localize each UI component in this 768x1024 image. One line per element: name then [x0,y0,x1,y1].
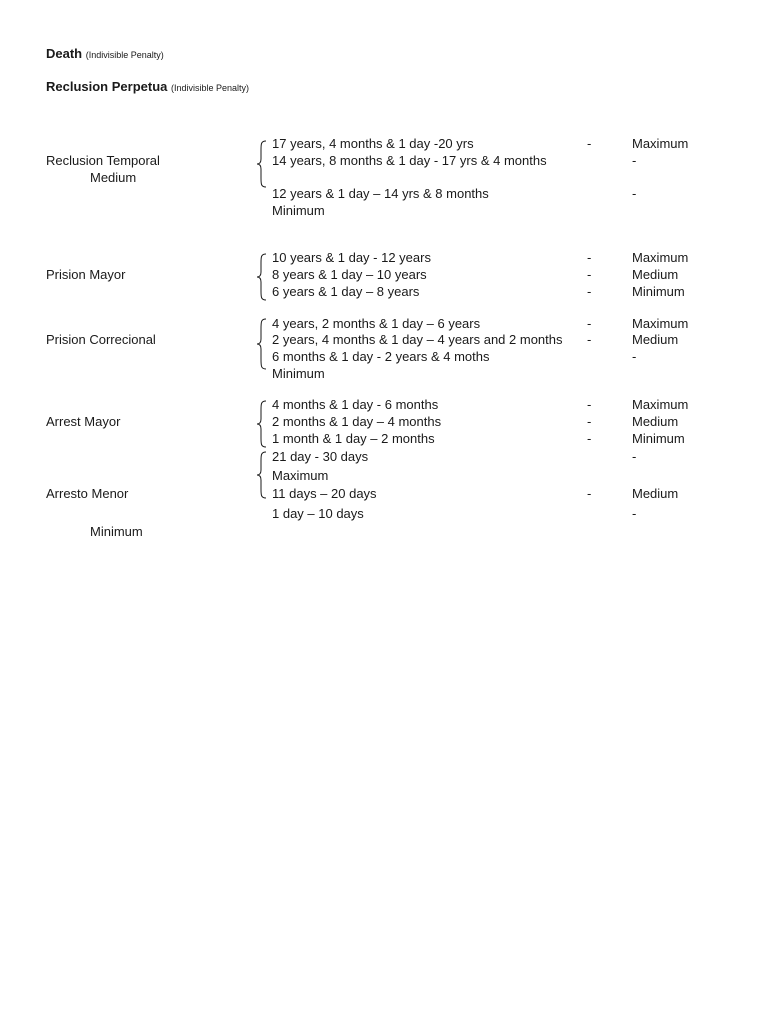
range-row: Maximum [272,468,329,483]
range-row: 1 month & 1 day – 2 months [272,431,435,446]
range-level: Medium [632,267,679,282]
range-row: 17 years, 4 months & 1 day -20 yrs [272,136,474,151]
range-level: Maximum [632,250,689,265]
range-row: 2 years, 4 months & 1 day – 4 years and 2 months [272,332,563,347]
heading-death: Death (Indivisible Penalty) [46,46,164,61]
range-dash: - [587,136,592,151]
range-level: Medium [632,486,679,501]
range-dash: - [587,431,592,446]
range-row: 10 years & 1 day - 12 years [272,250,431,265]
range-level: Maximum [632,136,689,151]
penalty-name: Arrest Mayor [46,414,121,429]
range-row: 4 years, 2 months & 1 day – 6 years [272,316,481,331]
range-level: - [632,349,637,364]
range-row: 12 years & 1 day – 14 yrs & 8 months [272,186,489,201]
range-row: 1 day – 10 days [272,506,364,521]
range-dash: - [587,414,592,429]
range-row: 8 years & 1 day – 10 years [272,267,427,282]
heading-note: (Indivisible Penalty) [171,83,250,93]
range-dash: - [587,486,592,501]
penalty-name: Prision Mayor [46,267,126,282]
penalty-extra-label: Medium [90,170,137,185]
brace-icon [256,318,268,370]
penalty-name: Arresto Menor [46,486,129,501]
range-dash: - [587,284,592,299]
range-row: 21 day - 30 days [272,449,369,464]
range-level: Maximum [632,397,689,412]
range-row: 6 years & 1 day – 8 years [272,284,420,299]
penalty-name: Reclusion Temporal [46,153,160,168]
range-level: - [632,186,637,201]
range-level: - [632,153,637,168]
range-level: Maximum [632,316,689,331]
range-level: Medium [632,332,679,347]
penalty-name: Prision Correcional [46,332,156,347]
brace-icon [256,400,268,448]
brace-icon [256,451,268,499]
range-row: Minimum [272,203,325,218]
range-level: - [632,449,637,464]
range-row: 2 months & 1 day – 4 months [272,414,442,429]
heading-note: (Indivisible Penalty) [85,50,164,60]
range-dash: - [587,316,592,331]
range-level: Medium [632,414,679,429]
range-row: 6 months & 1 day - 2 years & 4 moths [272,349,490,364]
range-dash: - [587,267,592,282]
range-row: 4 months & 1 day - 6 months [272,397,439,412]
range-dash: - [587,250,592,265]
penalty-extra-label: Minimum [90,524,143,539]
range-row: 11 days – 20 days [272,486,377,501]
range-row: Minimum [272,366,325,381]
range-dash: - [587,332,592,347]
range-level: - [632,506,637,521]
brace-icon [256,140,268,188]
heading-reclusion-perpetua: Reclusion Perpetua (Indivisible Penalty) [46,79,250,94]
brace-icon [256,253,268,301]
range-level: Minimum [632,284,685,299]
range-level: Minimum [632,431,685,446]
range-row: 14 years, 8 months & 1 day - 17 yrs & 4 months [272,153,547,168]
range-dash: - [587,397,592,412]
